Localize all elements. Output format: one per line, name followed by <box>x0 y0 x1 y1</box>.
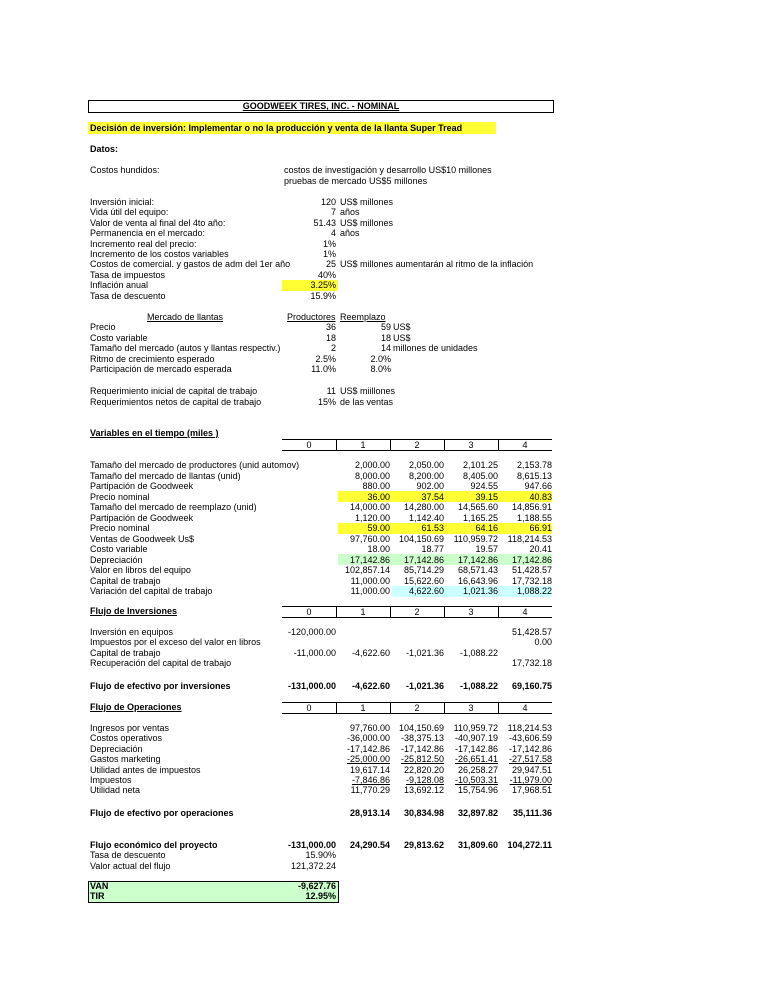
inversiones-year-sep <box>444 607 445 617</box>
variables-row-value: 2,101.25 <box>462 460 498 470</box>
inversiones-total-value: 69,160.75 <box>511 681 552 691</box>
operaciones-year-1: 1 <box>360 703 366 713</box>
variables-row-value: 102,857.14 <box>344 565 390 575</box>
operaciones-year-sep <box>498 703 499 713</box>
sheet-title: GOODWEEK TIRES, INC. - NOMINAL <box>242 101 400 111</box>
operaciones-total-value: 35,111.36 <box>512 808 552 818</box>
variables-row-label: Precio nominal <box>90 523 150 533</box>
param-value: 1% <box>322 249 336 259</box>
inversiones-total-value: -131,000.00 <box>287 681 336 691</box>
tasa-descuento-label: Tasa de descuento <box>90 850 166 860</box>
inversiones-year-3: 3 <box>468 607 474 617</box>
variables-row-value: 68,571.43 <box>457 565 498 575</box>
operaciones-row-label: Impuestos <box>90 775 132 785</box>
inversiones-year-sep <box>498 607 499 617</box>
variables-row-value: 104,150.69 <box>398 533 444 544</box>
variables-row-value: 2,000.00 <box>354 460 390 470</box>
variables-row-label: Tamaño del mercado de reemplazo (unid) <box>90 502 257 512</box>
operaciones-year-sep <box>390 703 391 713</box>
param-unit: años <box>340 207 360 218</box>
operaciones-row-value: -17,142.86 <box>400 743 444 754</box>
variables-row-label: Precio nominal <box>90 491 150 502</box>
variables-row-value: 8,000.00 <box>354 470 390 481</box>
param-label: Vida útil del equipo: <box>90 207 169 218</box>
operaciones-row-value: 15,754.96 <box>457 785 498 796</box>
economico-value: -131,000.00 <box>287 840 336 850</box>
mercado-header: Mercado de llantas <box>146 312 224 322</box>
variables-row-value: 880.00 <box>362 481 390 491</box>
variables-row-value: 39.15 <box>475 491 498 502</box>
inversiones-row-value: -120,000.00 <box>287 627 336 637</box>
operaciones-total-value: 30,834.98 <box>403 808 444 818</box>
operaciones-row-value: -11,979.00 <box>509 775 552 785</box>
inversiones-row-value: -1,088.22 <box>459 647 498 658</box>
variables-row-value: 17,732.18 <box>511 575 552 586</box>
operaciones-row-value: -25,000.00 <box>346 754 390 765</box>
variables-row-label: Capital de trabajo <box>90 575 161 586</box>
operaciones-year-0: 0 <box>306 703 312 713</box>
param-label: Valor de venta al final del 4to año: <box>90 217 226 228</box>
inversiones-row-value: 0.00 <box>534 637 552 648</box>
variables-row-value: 40.83 <box>529 491 552 502</box>
variables-row-value: 59.00 <box>367 523 390 533</box>
param-label: Incremento real del precio: <box>90 238 197 249</box>
variables-row-value: 110,959.72 <box>453 533 498 544</box>
param-value: 120 <box>320 197 336 207</box>
economico-value: 29,813.62 <box>403 840 444 850</box>
variables-row-value: 17,142.86 <box>457 554 498 565</box>
variables-row-value: 2,153.78 <box>516 460 552 470</box>
operaciones-row-value: 118,214.53 <box>507 723 552 733</box>
inversiones-row-value: 51,428.57 <box>511 627 552 637</box>
valor-actual-value: 121,372.24 <box>290 861 336 871</box>
inversiones-year-2: 2 <box>414 607 420 617</box>
operaciones-row-value: 11,770.29 <box>350 785 390 796</box>
operaciones-row-value: -43,606.59 <box>508 733 552 744</box>
costos-hundidos-line1: costos de investigación y desarrollo US$10 millones <box>284 165 492 175</box>
variables-row-value: 17,142.86 <box>349 554 390 565</box>
inversiones-row-value: 17,732.18 <box>511 658 552 669</box>
mercado-unit: US$ <box>393 322 411 332</box>
param-value: 40% <box>317 269 336 280</box>
variables-row-label: Ventas de Goodweek Us$ <box>90 533 195 544</box>
variables-row-value: 61.53 <box>421 523 444 533</box>
operaciones-year-bottom-line <box>282 713 552 714</box>
param-label: Costos de comercial. y gastos de adm del 1er año <box>90 259 291 270</box>
operaciones-row-value: -38,375.13 <box>400 733 444 744</box>
param-unit: US$ millones <box>340 197 394 207</box>
economico-value: 31,809.60 <box>457 840 498 850</box>
variables-row-value: 16,643.96 <box>457 575 498 586</box>
mercado-col1: Productores <box>287 312 336 322</box>
mercado-unit: millones de unidades <box>393 343 478 354</box>
variables-row-value: 902.00 <box>416 481 444 491</box>
mercado-productores: 2 <box>330 343 336 354</box>
operaciones-year-sep <box>336 703 337 713</box>
variables-row-value: 1,021.36 <box>462 586 498 596</box>
operaciones-row-label: Gastos marketing <box>90 754 161 765</box>
variables-year-0: 0 <box>306 440 312 450</box>
mercado-label: Tamaño del mercado (autos y llantas respectiv.) <box>90 343 281 354</box>
variables-row-value: 1,120.00 <box>354 512 390 523</box>
variables-header: Variables en el tiempo (miles ) <box>90 428 219 438</box>
variables-row-value: 97,760.00 <box>349 533 390 544</box>
param-value: 15.9% <box>310 290 336 301</box>
variables-row-value: 17,142.86 <box>403 554 444 565</box>
capital-unit: US$ miillones <box>340 386 396 396</box>
param-label: Inversión inicial: <box>90 197 155 207</box>
variables-row-value: 8,200.00 <box>408 470 444 481</box>
variables-row-value: 924.55 <box>470 481 498 491</box>
operaciones-row-value: -26,651.41 <box>454 754 498 765</box>
operaciones-row-value: -40,907.19 <box>454 733 498 744</box>
operaciones-row-value: 22,820.20 <box>403 764 444 775</box>
costos-hundidos-label: Costos hundidos: <box>90 165 160 175</box>
mercado-reemplazo: 14 <box>380 343 391 354</box>
variables-year-4: 4 <box>522 440 528 450</box>
operaciones-row-value: -9,128.08 <box>405 775 444 785</box>
mercado-productores: 18 <box>325 332 336 343</box>
variables-row-value: 20.41 <box>529 544 552 554</box>
mercado-col2: Reemplazo <box>340 312 386 322</box>
variables-row-value: 66.91 <box>529 523 552 533</box>
variables-row-value: 2,050.00 <box>408 460 444 470</box>
inversiones-year-bottom-line <box>282 617 552 618</box>
operaciones-header: Flujo de Operaciones <box>90 702 182 712</box>
variables-row-value: 18.00 <box>367 544 390 554</box>
mercado-unit: US$ <box>393 332 411 343</box>
param-value: 3.25% <box>310 280 336 291</box>
mercado-productores: 11.0% <box>311 364 336 375</box>
economico-value: 104,272.11 <box>507 840 552 850</box>
inversiones-year-0: 0 <box>306 607 312 617</box>
variables-row-label: Partipación de Goodweek <box>90 512 194 523</box>
variables-row-value: 947.66 <box>524 481 552 491</box>
operaciones-row-value: 19,617.14 <box>349 764 390 775</box>
variables-row-value: 4,622.60 <box>408 586 444 596</box>
mercado-reemplazo: 8.0% <box>370 364 391 375</box>
param-value: 51.43 <box>313 217 336 228</box>
variables-row-label: Tamaño del mercado de productores (unid automov) <box>90 460 300 470</box>
variables-row-value: 14,280.00 <box>403 502 444 512</box>
param-label: Inflación anual <box>90 280 149 291</box>
mercado-reemplazo: 2.0% <box>370 353 391 364</box>
inversiones-row-value: -4,622.60 <box>351 647 390 658</box>
mercado-reemplazo: 18 <box>380 332 391 343</box>
operaciones-total-label: Flujo de efectivo por operaciones <box>90 808 234 818</box>
variables-row-value: 85,714.29 <box>403 565 444 575</box>
operaciones-row-value: -27,517.58 <box>508 754 552 765</box>
operaciones-row-value: -7,846.86 <box>351 775 390 785</box>
inversiones-total-value: -1,021.36 <box>405 681 444 691</box>
capital-label: Requerimiento inicial de capital de trabajo <box>90 386 258 396</box>
mercado-label: Precio <box>90 322 116 332</box>
variables-row-value: 64.16 <box>475 523 498 533</box>
variables-year-sep <box>444 440 445 450</box>
variables-row-label: Partipación de Goodweek <box>90 481 194 491</box>
variables-row-value: 1,188.55 <box>516 512 552 523</box>
param-unit: US$ millones aumentarán al ritmo de la inflación <box>340 259 534 270</box>
operaciones-total-value: 28,913.14 <box>349 808 390 818</box>
datos-label: Datos: <box>90 144 119 154</box>
inversiones-total-label: Flujo de efectivo por inversiones <box>90 681 231 691</box>
inversiones-total-value: -1,088.22 <box>459 681 498 691</box>
operaciones-row-value: 29,947.51 <box>511 764 552 775</box>
operaciones-row-value: 13,692.12 <box>403 785 444 796</box>
variables-row-value: 15,622.60 <box>403 575 444 586</box>
param-value: 7 <box>330 207 336 218</box>
inversiones-row-label: Recuperación del capital de trabajo <box>90 658 232 669</box>
van-value: -9,627.76 <box>297 881 336 891</box>
param-label: Tasa de impuestos <box>90 269 166 280</box>
operaciones-row-label: Ingresos por ventas <box>90 723 170 733</box>
operaciones-row-value: -17,142.86 <box>508 743 552 754</box>
tir-label: TIR <box>90 891 105 901</box>
variables-year-sep <box>390 440 391 450</box>
mercado-label: Ritmo de crecimiento esperado <box>90 353 215 364</box>
capital-value: 15% <box>317 397 336 407</box>
param-label: Incremento de los costos variables <box>90 249 229 259</box>
variables-row-value: 18.77 <box>421 544 444 554</box>
operaciones-row-label: Costos operativos <box>90 733 163 744</box>
param-value: 25 <box>325 259 336 270</box>
capital-unit: de las ventas <box>340 397 394 407</box>
decision-text: Decisión de inversión: Implementar o no la producción y venta de la llanta Super Tread <box>90 123 463 133</box>
inversiones-header: Flujo de Inversiones <box>90 606 178 616</box>
operaciones-row-value: -10,503.31 <box>454 775 498 785</box>
variables-row-label: Variación del capital de trabajo <box>90 586 213 596</box>
operaciones-year-3: 3 <box>468 703 474 713</box>
inversiones-row-value: -1,021.36 <box>405 647 444 658</box>
operaciones-row-value: -36,000.00 <box>346 733 390 744</box>
operaciones-row-value: -25,812.50 <box>400 754 444 765</box>
operaciones-row-value: 17,968.51 <box>511 785 552 796</box>
inversiones-row-label: Inversión en equipos <box>90 627 174 637</box>
variables-row-value: 11,000.00 <box>350 575 390 586</box>
variables-row-label: Depreciación <box>90 554 143 565</box>
variables-row-value: 11,000.00 <box>350 586 390 596</box>
inversiones-year-1: 1 <box>360 607 366 617</box>
economico-value: 24,290.54 <box>349 840 390 850</box>
mercado-reemplazo: 59 <box>380 322 391 332</box>
param-label: Tasa de descuento <box>90 290 166 301</box>
mercado-productores: 2.5% <box>315 353 336 364</box>
variables-year-1: 1 <box>360 440 366 450</box>
variables-row-label: Tamaño del mercado de llantas (unid) <box>90 470 241 481</box>
variables-row-value: 37.54 <box>421 491 444 502</box>
operaciones-row-value: 110,959.72 <box>453 723 498 733</box>
inversiones-year-sep <box>390 607 391 617</box>
van-label: VAN <box>90 881 109 891</box>
operaciones-year-2: 2 <box>414 703 420 713</box>
inversiones-row-value: -11,000.00 <box>293 647 336 658</box>
mercado-productores: 36 <box>325 322 336 332</box>
capital-value: 11 <box>326 386 336 396</box>
costos-hundidos-line2: pruebas de mercado US$5 millones <box>284 176 428 186</box>
operaciones-total-value: 32,897.82 <box>457 808 498 818</box>
operaciones-year-sep <box>444 703 445 713</box>
mercado-label: Participación de mercado esperada <box>90 364 232 375</box>
tir-value: 12.95% <box>305 891 336 901</box>
variables-row-value: 1,088.22 <box>516 586 552 596</box>
param-value: 4 <box>330 228 336 239</box>
variables-row-value: 8,405.00 <box>462 470 498 481</box>
operaciones-row-value: -17,142.86 <box>346 743 390 754</box>
variables-row-value: 17,142.86 <box>511 554 552 565</box>
operaciones-row-label: Utilidad antes de impuestos <box>90 764 201 775</box>
variables-year-2: 2 <box>414 440 420 450</box>
operaciones-year-4: 4 <box>522 703 528 713</box>
variables-row-value: 51,428.57 <box>511 565 552 575</box>
variables-row-label: Valor en libros del equipo <box>90 565 191 575</box>
variables-row-value: 8,615.13 <box>516 470 552 481</box>
operaciones-row-label: Utilidad neta <box>90 785 141 796</box>
variables-row-value: 14,565.60 <box>457 502 498 512</box>
variables-row-value: 19.57 <box>475 544 498 554</box>
variables-row-value: 36.00 <box>367 491 390 502</box>
tasa-descuento-value: 15.90% <box>305 850 336 860</box>
inversiones-row-label: Impuestos por el exceso del valor en libros <box>90 637 261 648</box>
operaciones-row-value: 104,150.69 <box>398 723 444 733</box>
inversiones-total-value: -4,622.60 <box>351 681 390 691</box>
variables-row-value: 14,856.91 <box>511 502 552 512</box>
economico-label: Flujo económico del proyecto <box>90 840 218 850</box>
param-unit: años <box>340 228 360 239</box>
variables-year-bottom-line <box>282 450 552 451</box>
operaciones-row-value: 97,760.00 <box>349 723 390 733</box>
variables-row-value: 14,000.00 <box>349 502 390 512</box>
variables-row-value: 118,214.53 <box>507 533 552 544</box>
mercado-label: Costo variable <box>90 332 148 343</box>
valor-actual-label: Valor actual del flujo <box>90 861 171 871</box>
inversiones-row-label: Capital de trabajo <box>90 647 161 658</box>
operaciones-row-label: Depreciación <box>90 743 143 754</box>
variables-year-sep <box>498 440 499 450</box>
operaciones-row-value: 26,258.27 <box>457 764 498 775</box>
variables-row-value: 1,142.40 <box>408 512 444 523</box>
param-unit: US$ millones <box>340 217 394 228</box>
variables-row-value: 1,165.25 <box>462 512 498 523</box>
variables-year-sep <box>336 440 337 450</box>
inversiones-year-sep <box>336 607 337 617</box>
capital-label: Requerimientos netos de capital de trabajo <box>90 397 262 407</box>
operaciones-row-value: -17,142.86 <box>454 743 498 754</box>
inversiones-year-4: 4 <box>522 607 528 617</box>
variables-year-3: 3 <box>468 440 474 450</box>
param-value: 1% <box>322 238 336 249</box>
param-label: Permanencia en el mercado: <box>90 228 206 239</box>
variables-row-label: Costo variable <box>90 544 148 554</box>
